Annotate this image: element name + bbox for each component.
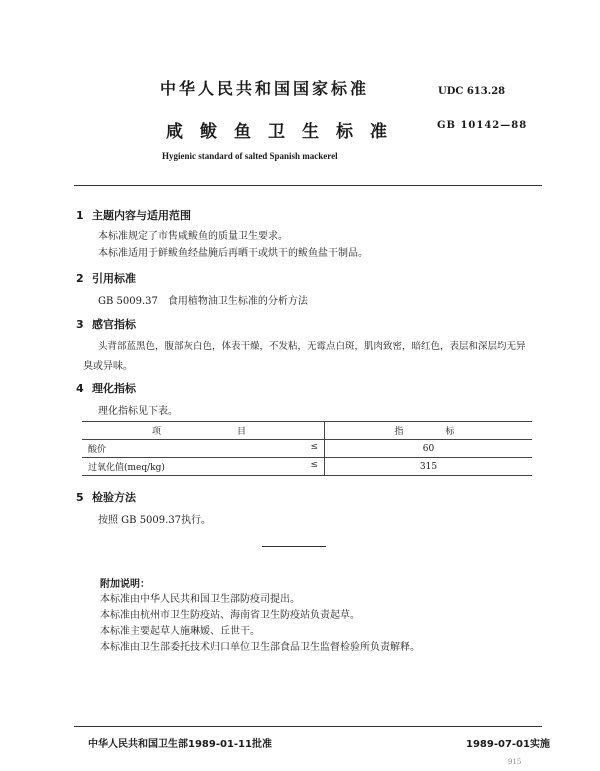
section-5-text: 按照 GB 5009.37执行。 [98,515,212,526]
header-divider [74,185,542,186]
table-row [82,440,532,458]
section-1-number: 1 [76,209,84,222]
approval-date: 中华人民共和国卫生部1989-01-11批准 [88,739,272,750]
notes-line-3: 本标准主要起草人施琳嫒、丘世干。 [100,626,260,637]
physicochemical-table [82,421,532,476]
section-1-heading [76,207,191,223]
section-2-title: 引用标准 [92,272,136,285]
table-cell-item [82,458,325,476]
row-2-item: 过氧化值(meq/kg) [88,463,165,473]
section-4-intro: 理化指标见下表。 [98,406,178,417]
section-1-paragraph-1: 本标准规定了市售咸鲅鱼的质量卫生要求。 [98,231,288,242]
section-2-heading [76,270,136,286]
section-4-heading [76,380,136,396]
section-1-title: 主题内容与适用范围 [92,209,191,222]
implementation-date: 1989-07-01实施 [466,739,550,750]
standard-title: 咸鲅鱼卫生标准 [166,122,404,142]
page-number: 915 [508,758,522,766]
footer-divider [74,726,542,727]
section-2-number: 2 [76,272,84,285]
row-1-operator: ≤ [310,442,318,452]
row-1-item: 酸价 [88,445,107,455]
udc-code: UDC 613.28 [438,86,506,97]
section-2-reference: GB 5009.37 食用植物油卫生标准的分析方法 [98,296,308,307]
notes-line-1: 本标准由中华人民共和国卫生部防疫司提出。 [100,594,300,605]
row-1-value: 60 [325,440,533,458]
notes-line-4: 本标准由卫生部委托技术归口单位卫生部食品卫生监督检验所负责解释。 [100,642,420,653]
section-1-paragraph-2: 本标准适用于鲜鲅鱼经盐腌后再晒干或烘干的鲅鱼盐干制品。 [98,248,368,259]
section-3-title: 感官指标 [92,318,136,331]
row-2-value: 315 [325,458,533,476]
section-3-heading [76,316,136,332]
row-2-operator: ≤ [310,460,318,470]
section-5-title: 检验方法 [92,491,136,504]
section-5-heading [76,489,136,505]
table-header-row [82,422,532,440]
english-title: Hygienic standard of salted Spanish mackerel [162,151,338,161]
section-3-line-2: 臭或异味。 [83,361,133,372]
notes-line-2: 本标准由杭州市卫生防疫站、海南省卫生防疫站负责起草。 [100,610,360,621]
notes-title: 附加说明： [100,579,150,590]
table-header-item: 项 目 [82,422,325,440]
table-header-value: 指 标 [325,422,533,440]
table-row [82,458,532,476]
end-rule [262,546,326,547]
section-4-number: 4 [76,382,84,395]
section-5-number: 5 [76,491,84,504]
issuer-title: 中华人民共和国国家标准 [160,79,370,98]
section-3-line-1: 头背部蓝黑色，腹部灰白色，体表干燥，不发粘，无霉点白斑，肌肉致密，暗红色，表层和深层均无异 [98,341,526,352]
section-3-number: 3 [76,318,84,331]
table-cell-item [82,440,325,458]
gb-code: GB 10142—88 [437,120,528,131]
section-4-title: 理化指标 [92,382,136,395]
